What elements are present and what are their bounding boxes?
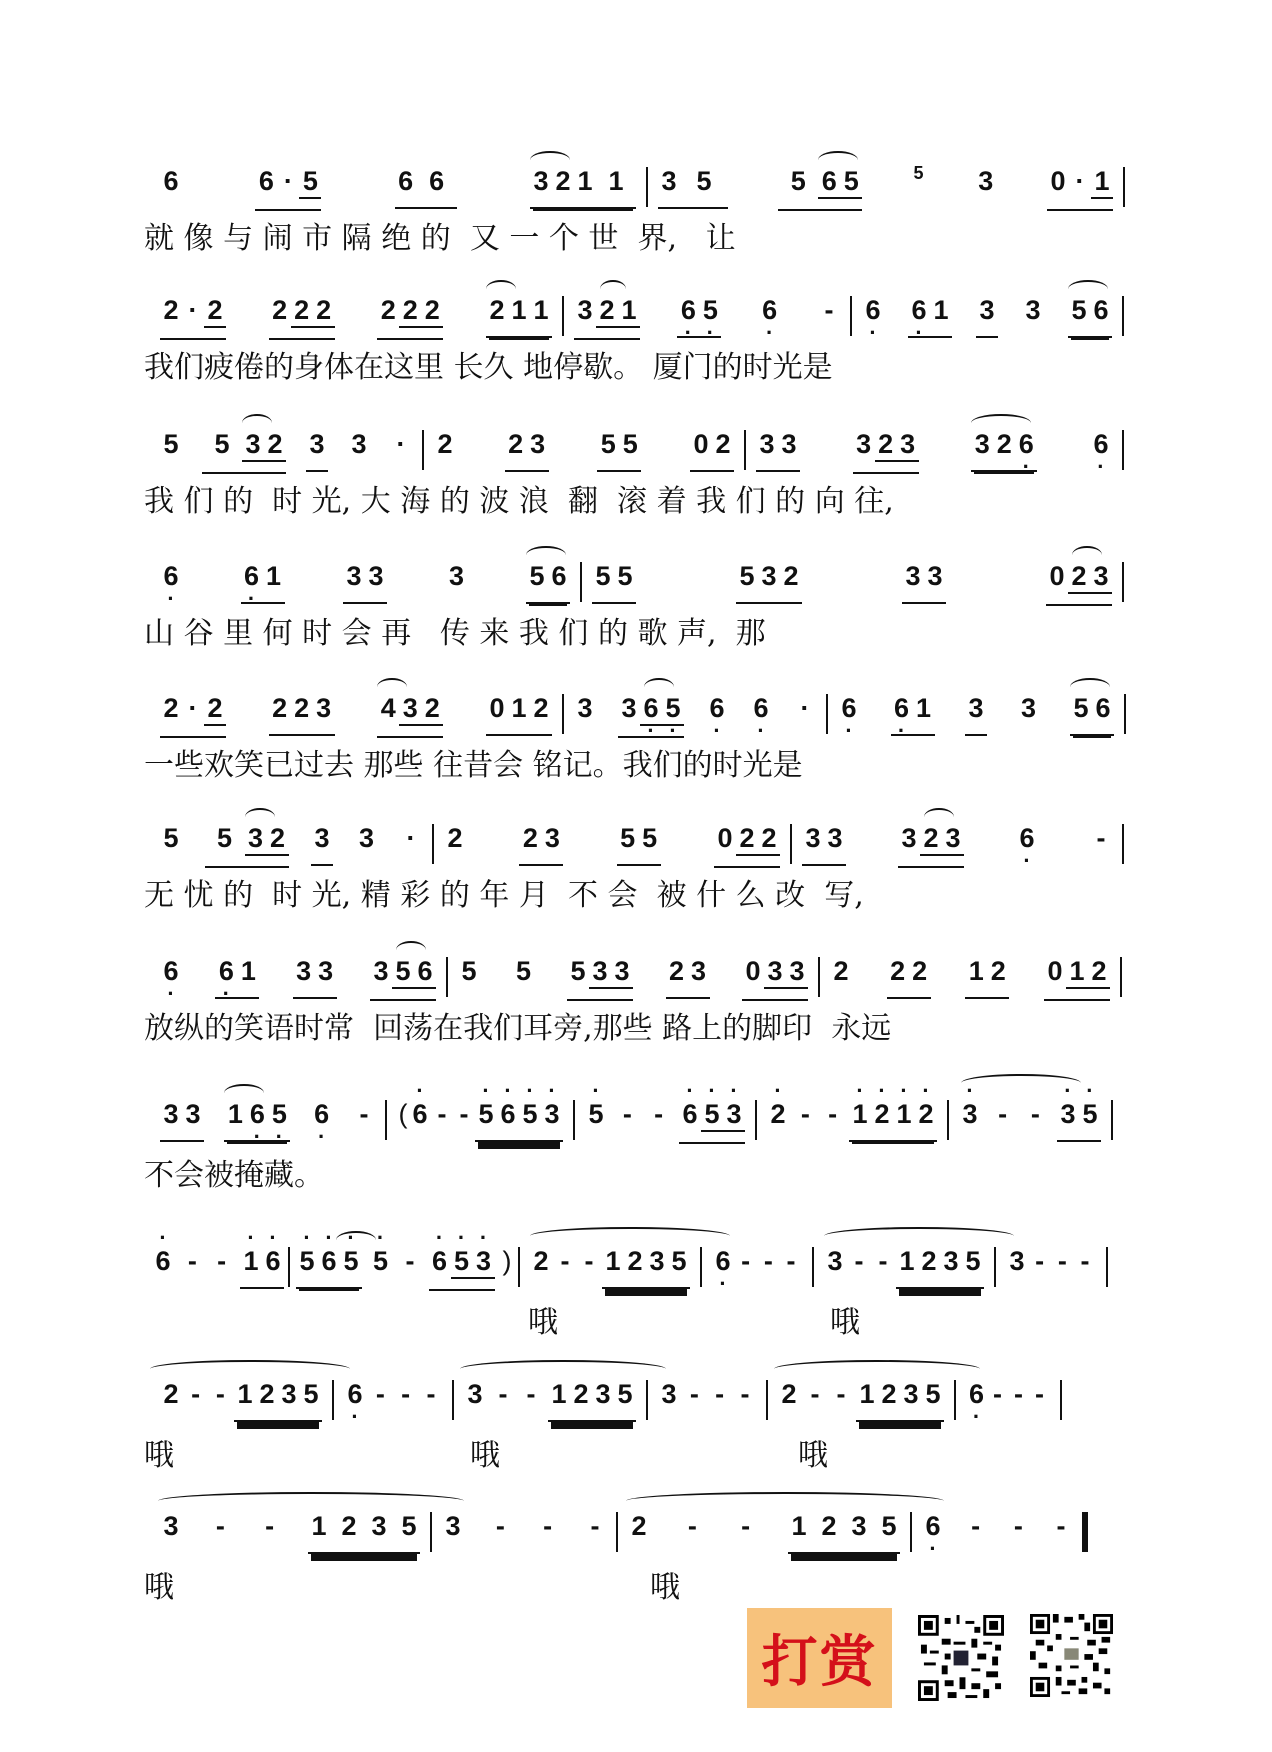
lyrics-line: 无 忧 的 时 光, 精 彩 的 年 月 不 会 被 什 么 改 写, — [144, 878, 864, 913]
measure: 3 - - - — [1009, 1246, 1090, 1276]
measure: 5 5 5 3 3 2 3 0 3 3 — [448, 955, 818, 1015]
measure: 6 6 · 5 6 6 3 2 1 1 — [150, 165, 646, 225]
measure: 3 5 5 6 5 5 3 0 · 1 — [648, 165, 1123, 225]
barline — [1123, 167, 1125, 207]
measure: 3 - - 1 2 3 5 — [814, 1245, 994, 1305]
measure: 3 - - 1 2 3 5 — [150, 1510, 430, 1570]
lyrics-oh-2: 哦 — [830, 1305, 860, 1340]
barline — [1124, 694, 1126, 734]
measure: 6 · - - - — [334, 1378, 452, 1438]
lyrics-line: 放纵的笑语时常 回荡在我们耳旁,那些 路上的脚印 永远 — [144, 1011, 892, 1046]
lyrics-oh-2: 哦 — [470, 1438, 500, 1473]
barline — [1111, 1100, 1113, 1140]
measure: 3 2 1 6 · 5 · 6 · - — [564, 294, 850, 354]
notes-row — [150, 1378, 1135, 1438]
notes-row — [148, 1245, 1133, 1305]
measure: 3 3 1 6 · 5 · 6 · - — [150, 1098, 385, 1158]
notes-row — [150, 1098, 1135, 1158]
barline — [1122, 296, 1124, 336]
measure: 5 5 3 2 3 3 · — [150, 428, 422, 488]
measure: 2 · 2 2 2 3 4 3 2 0 1 2 — [150, 692, 562, 752]
reward-button[interactable] — [747, 1608, 892, 1708]
measure: 2 2 3 5 5 0 2 2 — [434, 822, 790, 882]
barline — [1106, 1247, 1108, 1287]
measure: 2 2 2 1 2 0 1 2 — [820, 955, 1120, 1015]
measure: · 5 - - · 6 · 5 · 3 — [575, 1098, 755, 1158]
barline — [1122, 430, 1124, 470]
lyrics-line: 就 像 与 闹 市 隔 绝 的 又 一 个 世 界, 让 — [144, 221, 736, 256]
measure: 6 · 6 · 1 3 3 3 5 6 — [150, 560, 580, 620]
measure: · 5 · 6 · 5 · 5 - · 6 · 5 · 3 ) — [290, 1245, 518, 1305]
measure: 2 2 3 5 5 0 2 — [424, 428, 744, 488]
measure: 6 · 6 · 1 3 3 5 6 — [852, 294, 1122, 354]
measure: · 6 - - · 1 · 6 — [148, 1245, 288, 1305]
measure: 2 - - 1 2 3 5 — [768, 1378, 954, 1438]
measure: 2 - - 1 2 3 5 — [618, 1510, 910, 1570]
measure: 5 5 5 3 2 3 3 0 2 3 — [582, 560, 1122, 620]
qr-code-2[interactable] — [1030, 1614, 1113, 1697]
lyrics-line: 我们疲倦的身体在这里 长久 地停歇。 厦门的时光是 — [144, 350, 833, 385]
qr-code-1[interactable] — [918, 1615, 1004, 1701]
measure: 6 · - - - — [912, 1510, 1082, 1570]
reward-label: 打赏 — [761, 1630, 878, 1695]
measure: 6 · - - - — [956, 1378, 1060, 1438]
measure: 6 · 6 · 1 3 3 3 5 6 — [150, 955, 446, 1015]
qr-code-icon — [1030, 1614, 1113, 1697]
measure: 2 - - 1 2 3 5 — [150, 1378, 332, 1438]
measure: 2 · 2 2 2 2 2 2 2 2 1 1 — [150, 294, 562, 354]
lyrics-oh-1: 哦 — [144, 1570, 174, 1605]
barline — [1120, 957, 1122, 997]
measure: 2 - - 1 2 3 5 — [520, 1245, 700, 1305]
lyrics-oh-1: 哦 — [144, 1438, 174, 1473]
barline — [1122, 562, 1124, 602]
measure: 3 - - 1 2 3 5 — [454, 1378, 646, 1438]
measure: 3 3 3 2 3 6 · - — [792, 822, 1122, 882]
lyrics-line: 山 谷 里 何 时 会 再 传 来 我 们 的 歌 声, 那 — [144, 616, 766, 651]
measure: 3 - - - — [661, 1379, 750, 1409]
notes-row — [150, 1510, 1135, 1570]
final-barline — [1082, 1512, 1088, 1552]
measure: 5 5 3 2 3 3 · — [150, 822, 432, 882]
measure: · 2 - - · 1 · 2 · 1 · 2 — [757, 1098, 947, 1158]
measure: 3 - - - — [445, 1511, 600, 1541]
barline — [1060, 1380, 1062, 1420]
lyrics-line: 一些欢笑已过去 那些 往昔会 铭记。我们的时光是 — [144, 748, 803, 783]
measure: ( · 6 - - · 5 · 6 · 5 · 3 — [387, 1098, 573, 1158]
measure: 6 · - - - — [702, 1245, 812, 1305]
measure: · 3 - - · 3 · 5 — [949, 1098, 1111, 1158]
measure: 3 3 6 · 5 · 6 · 6 · · — [564, 692, 826, 752]
barline — [1122, 824, 1124, 864]
measure: 6 · 6 · 1 3 3 5 6 — [828, 692, 1124, 752]
measure: 3 3 3 2 3 3 2 6 · 6 · — [746, 428, 1122, 488]
lyrics-oh-1: 哦 — [528, 1305, 558, 1340]
lyrics-oh-3: 哦 — [798, 1438, 828, 1473]
lyrics-line: 不会被掩藏。 — [144, 1158, 324, 1193]
qr-code-icon — [918, 1615, 1004, 1701]
lyrics-line: 我 们 的 时 光, 大 海 的 波 浪 翻 滚 着 我 们 的 向 往, — [144, 484, 894, 519]
lyrics-oh-2: 哦 — [650, 1570, 680, 1605]
